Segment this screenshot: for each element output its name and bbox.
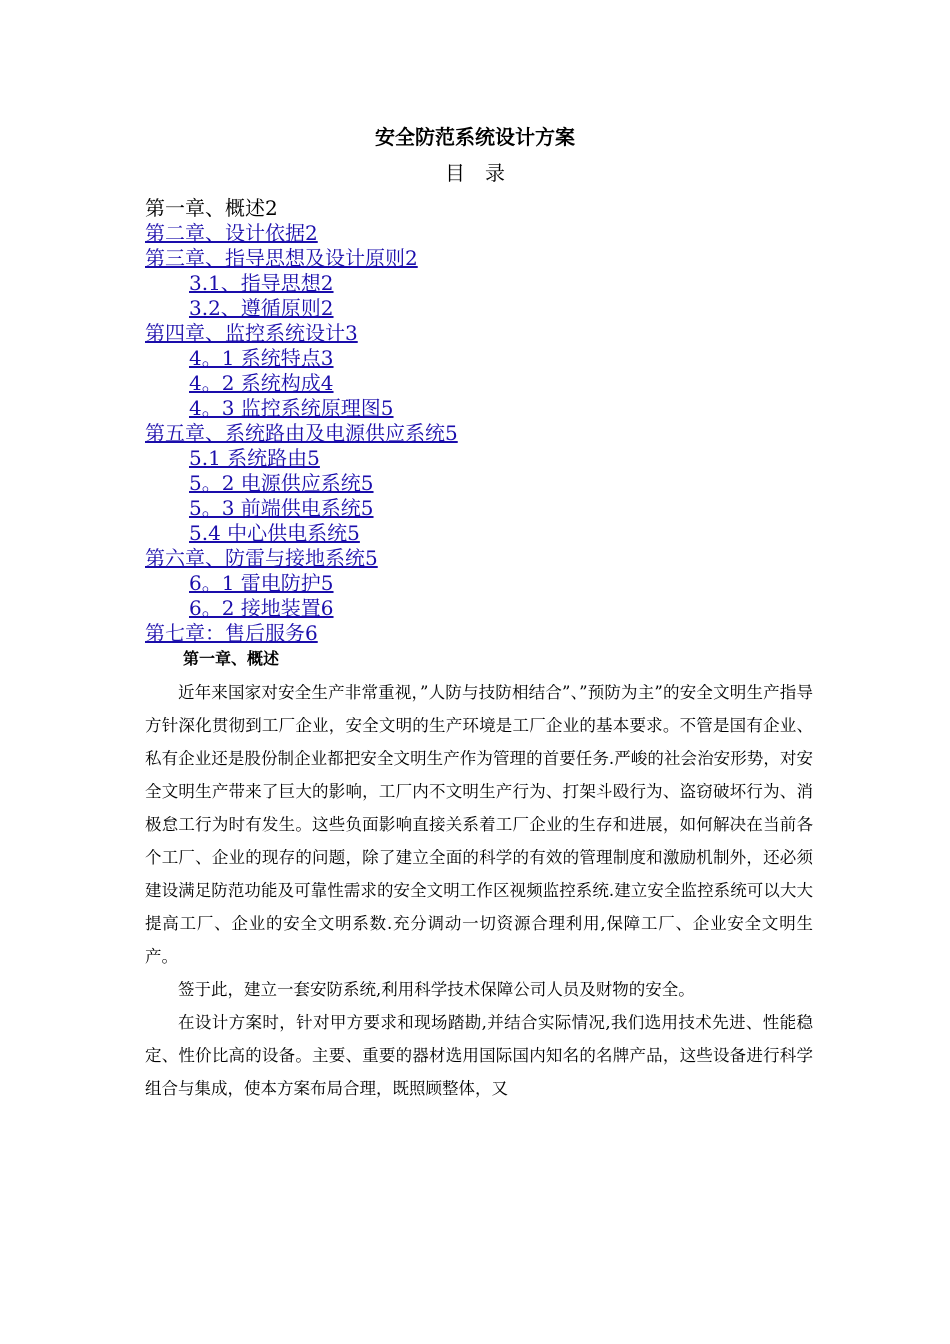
toc-link[interactable]: 5.1 系统路由5 bbox=[189, 446, 320, 470]
toc-link[interactable]: 6。2 接地装置6 bbox=[189, 596, 334, 620]
toc-item[interactable] bbox=[145, 421, 845, 446]
body-text bbox=[145, 676, 813, 1105]
toc-item[interactable] bbox=[145, 521, 845, 546]
toc-item[interactable] bbox=[145, 371, 845, 396]
toc-item[interactable] bbox=[145, 621, 845, 646]
toc-link[interactable]: 第四章、监控系统设计3 bbox=[145, 321, 358, 345]
table-of-contents bbox=[145, 196, 845, 646]
toc-link[interactable]: 6。1 雷电防护5 bbox=[189, 571, 334, 595]
toc-item[interactable] bbox=[145, 396, 845, 421]
toc-link[interactable]: 第七章：售后服务6 bbox=[145, 621, 318, 645]
toc-item[interactable] bbox=[145, 346, 845, 371]
toc-item[interactable] bbox=[145, 296, 845, 321]
toc-item[interactable] bbox=[145, 596, 845, 621]
toc-item[interactable] bbox=[145, 246, 845, 271]
toc-item[interactable] bbox=[145, 446, 845, 471]
toc-item[interactable] bbox=[145, 571, 845, 596]
paragraph: 近年来国家对安全生产非常重视，”人防与技防相结合”、”预防为主”的安全文明生产指导方针深化贯彻到工厂企业，安全文明的生产环境是工厂企业的基本要求。不管是国有企业、私有企业还是股份制企业都把安全文明生产作为管理的首要任务.严峻的社会治安形势，对安全文明生产带来了巨大的影响，工厂内不文明生产行为、打架斗殴行为、盗窃破坏行为、消极怠工行为时有发生。这些负面影响直接关系着工厂企业的生存和进展，如何解决在当前各个工厂、企业的现存的问题，除了建立全面的科学的有效的管理制度和激励机制外，还必须建设满足防范功能及可靠性需求的安全文明工作区视频监控系统.建立安全监控系统可以大大提高工厂、企业的安全文明系数.充分调动一切资源合理利用,保障工厂、企业安全文明生产。 bbox=[145, 683, 813, 966]
toc-link[interactable]: 5。2 电源供应系统5 bbox=[189, 471, 374, 495]
toc-link[interactable]: 5.4 中心供电系统5 bbox=[189, 521, 360, 545]
toc-link[interactable]: 5。3 前端供电系统5 bbox=[189, 496, 374, 520]
toc-link[interactable]: 第五章、系统路由及电源供应系统5 bbox=[145, 421, 458, 445]
toc-item[interactable] bbox=[145, 471, 845, 496]
toc-link[interactable]: 4。3 监控系统原理图5 bbox=[189, 396, 394, 420]
toc-item[interactable] bbox=[145, 321, 845, 346]
toc-heading: 目 录 bbox=[445, 161, 505, 185]
paragraph: 在设计方案时，针对甲方要求和现场踏勘,并结合实际情况,我们选用技术先进、性能稳定、性价比高的设备。主要、重要的器材选用国际国内知名的名牌产品，这些设备进行科学组合与集成，使本方案布局合理，既照顾整体，又 bbox=[145, 1013, 813, 1098]
toc-item[interactable] bbox=[145, 496, 845, 521]
toc-item[interactable] bbox=[145, 271, 845, 296]
toc-link[interactable]: 3.2、遵循原则2 bbox=[189, 296, 334, 320]
toc-link[interactable]: 4。2 系统构成4 bbox=[189, 371, 334, 395]
toc-link[interactable]: 第三章、指导思想及设计原则2 bbox=[145, 246, 418, 270]
toc-link[interactable]: 第六章、防雷与接地系统5 bbox=[145, 546, 378, 570]
toc-link[interactable]: 第二章、设计依据2 bbox=[145, 221, 318, 245]
toc-item bbox=[145, 196, 845, 221]
toc-link[interactable]: 3.1、指导思想2 bbox=[189, 271, 334, 295]
section-title: 第一章、概述 bbox=[183, 649, 280, 668]
paragraph: 签于此，建立一套安防系统,利用科学技术保障公司人员及财物的安全。 bbox=[178, 980, 695, 999]
toc-label: 第一章、概述2 bbox=[145, 196, 278, 220]
toc-item[interactable] bbox=[145, 546, 845, 571]
toc-item[interactable] bbox=[145, 221, 845, 246]
toc-link[interactable]: 4。1 系统特点3 bbox=[189, 346, 334, 370]
document-title: 安全防范系统设计方案 bbox=[375, 125, 575, 149]
